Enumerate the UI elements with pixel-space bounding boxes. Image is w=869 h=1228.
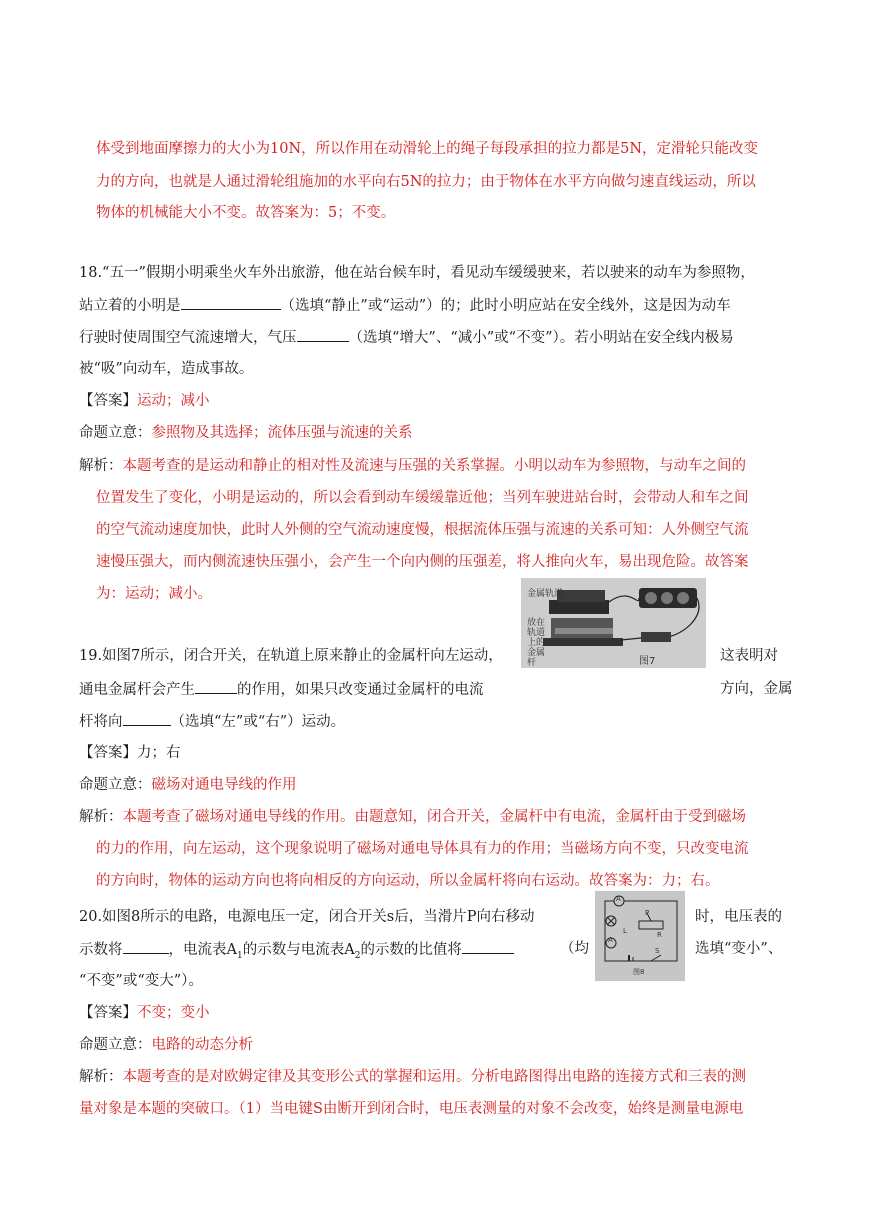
q19-stem-line-2c: 方向，金属 bbox=[720, 681, 793, 697]
q20-stem-line-2 bbox=[79, 939, 514, 959]
q18-analysis-line-4: 速慢压强大，而内侧流速快压强小，会产生一个向内侧的压强差，将人推向火车，易出现危险。故答案 bbox=[96, 554, 749, 570]
q20-analysis-line-1 bbox=[79, 1067, 746, 1087]
q18-analysis-line-2: 位置发生了变化，小明是运动的，所以会看到动车缓缓靠近他；当列车驶进站台时，会带动人和车之间 bbox=[96, 490, 749, 506]
intent-value: 磁场对通电导线的作用 bbox=[151, 777, 297, 793]
prev-analysis-line-2: 力的方向，也就是人通过滑轮组施加的水平向右5N的拉力；由于物体在水平方向做匀速直线运动，所以 bbox=[96, 174, 756, 190]
figure-8-label: A bbox=[616, 895, 621, 903]
analysis-text: 本题考查的是运动和静止的相对性及流速与压强的关系掌握。小明以动车为参照物，与动车之间的 bbox=[122, 458, 746, 474]
q20-blank-2[interactable] bbox=[462, 939, 514, 954]
figure-7-caption: 图7 bbox=[639, 656, 656, 667]
q18-stem-line-3 bbox=[79, 327, 734, 347]
q20-blank-1[interactable] bbox=[123, 939, 169, 954]
intent-label: 命题立意： bbox=[79, 425, 152, 441]
q20-stem-line-1b: 时，电压表的 bbox=[695, 909, 782, 925]
q19-stem-text: 杆将向 bbox=[79, 714, 123, 730]
figure-8-label: S bbox=[655, 947, 660, 955]
q19-analysis-line-3: 的方向时，物体的运动方向也将向相反的方向运动，所以金属杆将向右运动。故答案为：力；右。 bbox=[96, 873, 720, 889]
q20-stem-text: 示数将 bbox=[79, 942, 123, 958]
answer-value: 运动；减小 bbox=[137, 393, 210, 409]
q20-stem-line-2f: 选填“变小”、 bbox=[695, 941, 783, 957]
q20-stem-text: ，电流表A bbox=[168, 942, 237, 958]
analysis-label: 解析： bbox=[79, 458, 123, 474]
q20-stem-line-3: “不变”或“变大”）。 bbox=[79, 973, 203, 989]
q18-stem-line-1: 18.“五一”假期小明乘坐火车外出旅游，他在站台候车时，看见动车缓缓驶来，若以驶来的动车为参照物， bbox=[79, 265, 755, 281]
q19-blank-1[interactable] bbox=[195, 679, 237, 694]
q20-stem-line-1a: 20.如图8所示的电路，电源电压一定，闭合开关s后，当滑片P向右移动 bbox=[79, 909, 535, 925]
q18-stem-line-2 bbox=[79, 295, 731, 315]
analysis-text: 本题考查的是对欧姆定律及其变形公式的掌握和运用。分析电路图得出电路的连接方式和三表的测 bbox=[122, 1069, 746, 1085]
q18-analysis-line-3: 的空气流动速度加快，此时人外侧的空气流动速度慢，根据流体压强与流速的关系可知：人外侧空气流 bbox=[96, 522, 749, 538]
q19-answer bbox=[79, 743, 181, 763]
q19-intent bbox=[79, 775, 297, 795]
analysis-label: 解析： bbox=[79, 1069, 123, 1085]
q18-intent bbox=[79, 423, 413, 443]
analysis-text: 本题考查了磁场对通电导线的作用。由题意知，闭合开关，金属杆中有电流，金属杆由于受到磁场 bbox=[122, 809, 746, 825]
q18-analysis-line-1 bbox=[79, 456, 746, 476]
figure-7-photo bbox=[521, 578, 706, 668]
q19-blank-2[interactable] bbox=[123, 711, 171, 726]
answer-label: 【答案】 bbox=[79, 1005, 137, 1021]
answer-value: 力；右 bbox=[137, 745, 181, 761]
q19-analysis-line-1 bbox=[79, 807, 746, 827]
q19-stem-line-1b: 这表明对 bbox=[720, 648, 778, 664]
q20-stem-text: 的示数与电流表A bbox=[242, 942, 355, 958]
q18-stem-text: 行驶时使周围空气流速增大，气压 bbox=[79, 330, 297, 346]
q18-stem-text: （选填“静止”或“运动”）的；此时小明应站在安全线外，这是因为动车 bbox=[280, 298, 731, 314]
q20-analysis-line-2: 量对象是本题的突破口。（1）当电键S由断开到闭合时，电压表测量的对象不会改变，始终是测量电源电 bbox=[79, 1101, 744, 1117]
intent-label: 命题立意： bbox=[79, 1037, 152, 1053]
analysis-label: 解析： bbox=[79, 809, 123, 825]
q18-blank-2[interactable] bbox=[297, 327, 349, 342]
q18-blank-1[interactable] bbox=[181, 295, 281, 310]
q18-analysis-line-5: 为：运动；减小。 bbox=[96, 586, 212, 602]
q19-analysis-line-2: 的力的作用，向左运动，这个现象说明了磁场对通电导体具有力的作用；当磁场方向不变，只改变电流 bbox=[96, 841, 749, 857]
q20-stem-text: 的示数的比值将 bbox=[360, 942, 462, 958]
q18-stem-text: （选填“增大”、“减小”或“不变”）。若小明站在安全线内极易 bbox=[348, 330, 734, 346]
answer-value: 不变；变小 bbox=[137, 1005, 210, 1021]
prev-analysis-line-3: 物体的机械能大小不变。故答案为：5；不变。 bbox=[96, 205, 396, 221]
q18-stem-line-4: 被“吸”向动车，造成事故。 bbox=[79, 361, 254, 377]
q18-stem-text: 站立着的小明是 bbox=[79, 298, 181, 314]
subscript: 2 bbox=[354, 950, 361, 961]
intent-label: 命题立意： bbox=[79, 777, 152, 793]
prev-analysis-line-1: 体受到地面摩擦力的大小为10N，所以作用在动滑轮上的绳子每段承担的拉力都是5N，定滑轮只能改变 bbox=[96, 141, 759, 157]
q20-intent bbox=[79, 1035, 253, 1055]
q19-stem-line-3 bbox=[79, 711, 345, 731]
q19-stem-text: 通电金属杆会产生 bbox=[79, 682, 195, 698]
subscript: 1 bbox=[236, 950, 243, 961]
figure-7-label-rod: 放在轨道上的金属杆 bbox=[527, 618, 546, 668]
figure-7-label-rail: 金属轨道 bbox=[527, 589, 564, 599]
intent-value: 参照物及其选择；流体压强与流速的关系 bbox=[151, 425, 413, 441]
q19-stem-line-1a: 19.如图7所示，闭合开关，在轨道上原来静止的金属杆向左运动， bbox=[79, 648, 503, 664]
figure-8-label: P bbox=[645, 909, 650, 917]
answer-label: 【答案】 bbox=[79, 393, 137, 409]
answer-label: 【答案】 bbox=[79, 745, 137, 761]
q20-stem-line-2e: （均 bbox=[560, 941, 589, 957]
figure-8-caption: 图8 bbox=[633, 968, 645, 976]
figure-8-label: R bbox=[657, 931, 662, 939]
q19-stem-text: 的作用，如果只改变通过金属杆的电流 bbox=[237, 682, 484, 698]
q19-stem-text: （选填“左”或“右”）运动。 bbox=[170, 714, 346, 730]
q18-answer bbox=[79, 391, 210, 411]
q20-answer bbox=[79, 1003, 210, 1023]
figure-8-circuit bbox=[595, 891, 685, 981]
intent-value: 电路的动态分析 bbox=[151, 1037, 253, 1053]
figure-8-label: L bbox=[623, 927, 627, 935]
figure-8-label: A bbox=[608, 936, 613, 944]
q19-stem-line-2a bbox=[79, 679, 484, 699]
